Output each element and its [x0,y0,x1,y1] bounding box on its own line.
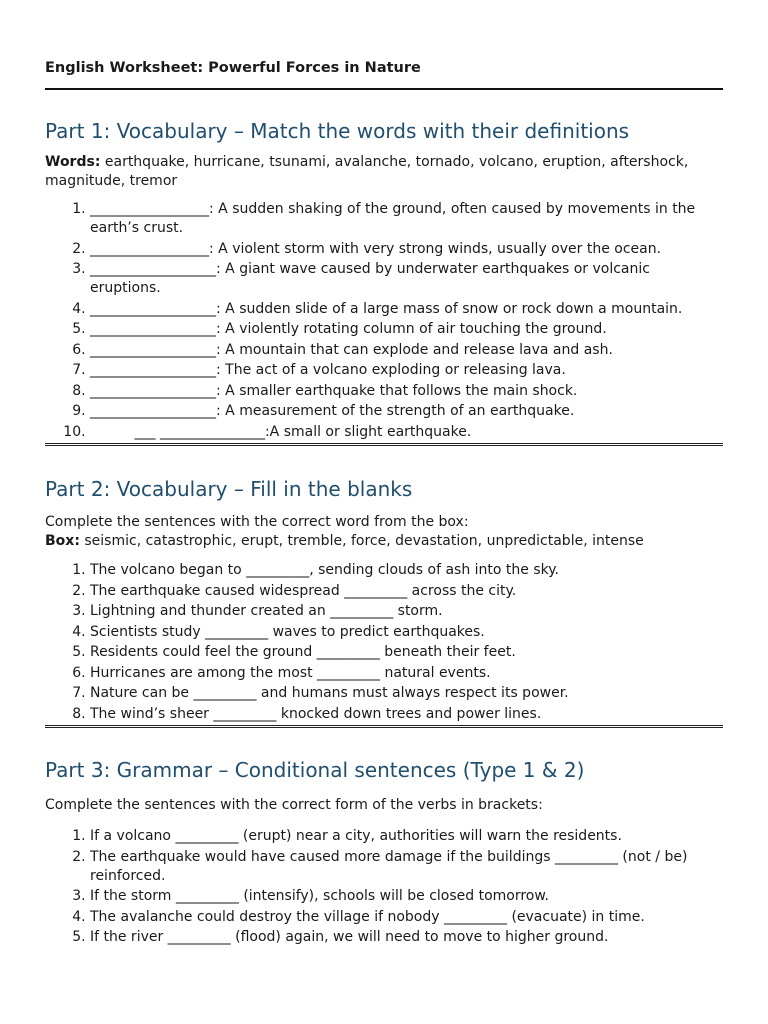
word-bank-label: Words: [45,154,101,170]
part2-instructions: Complete the sentences with the correct word from the box: [45,514,469,530]
part1-heading: Part 1: Vocabulary – Match the words with their definitions [45,119,630,143]
part3-instructions: Complete the sentences with the correct form of the verbs in brackets: [45,797,543,813]
part1-item: 2. _________________: A violent storm with very strong winds, usually over the ocean. [90,240,723,259]
part3-item: 2. The earthquake would have caused more damage if the buildings _________ (not / be) reinforced. [90,848,723,886]
part2-item: 1. The volcano began to _________, sending clouds of ash into the sky. [90,561,723,580]
part3-list [45,827,723,947]
part1-word-bank [45,153,723,191]
part3-item: 4. The avalanche could destroy the village if nobody _________ (evacuate) in time. [90,908,723,927]
part1-section [45,118,723,446]
title-divider [45,88,723,90]
word-bank-list: earthquake, hurricane, tsunami, avalanche, tornado, volcano, eruption, aftershock, magnitude, tremor [45,154,689,189]
part2-item: 6. Hurricanes are among the most _________ natural events. [90,664,723,683]
part1-item: 6. __________________: A mountain that can explode and release lava and ash. [90,341,723,360]
part2-divider [45,725,723,728]
part2-item: 4. Scientists study _________ waves to predict earthquakes. [90,623,723,642]
part1-item: 4. __________________: A sudden slide of a large mass of snow or rock down a mountain. [90,300,723,319]
part1-item: 5. __________________: A violently rotating column of air touching the ground. [90,320,723,339]
part2-item: 7. Nature can be _________ and humans must always respect its power. [90,684,723,703]
part1-divider [45,443,723,446]
part2-word-box [45,532,723,551]
part1-item: 8. __________________: A smaller earthquake that follows the main shock. [90,382,723,401]
part3-item: 1. If a volcano _________ (erupt) near a city, authorities will warn the residents. [90,827,723,846]
part1-list [45,200,723,442]
part3-item: 5. If the river _________ (flood) again, we will need to move to higher ground. [90,928,723,947]
part2-section [45,476,723,728]
part2-item: 2. The earthquake caused widespread _________ across the city. [90,582,723,601]
part1-item: 7. __________________: The act of a volcano exploding or releasing lava. [90,361,723,380]
part3-heading: Part 3: Grammar – Conditional sentences (Type 1 & 2) [45,758,585,782]
part2-item: 3. Lightning and thunder created an _________ storm. [90,602,723,621]
part1-item: 9. __________________: A measurement of the strength of an earthquake. [90,402,723,421]
part1-item: 1. _________________: A sudden shaking of the ground, often caused by movements in the earth’s crust. [90,200,723,238]
part2-item: 5. Residents could feel the ground _________ beneath their feet. [90,643,723,662]
word-box-label: Box: [45,533,80,549]
part2-item: 8. The wind’s sheer _________ knocked down trees and power lines. [90,705,723,724]
part2-list [45,561,723,724]
part3-section [45,757,723,947]
word-box-list: seismic, catastrophic, erupt, tremble, force, devastation, unpredictable, intense [79,533,644,549]
part3-item: 3. If the storm _________ (intensify), schools will be closed tomorrow. [90,887,723,906]
document-title: English Worksheet: Powerful Forces in Nature [45,60,421,76]
part1-item: 3. __________________: A giant wave caused by underwater earthquakes or volcanic eruptions. [90,260,723,298]
part2-heading: Part 2: Vocabulary – Fill in the blanks [45,477,413,501]
part1-item: 10. ___ _______________:A small or slight earthquake. [90,423,723,442]
